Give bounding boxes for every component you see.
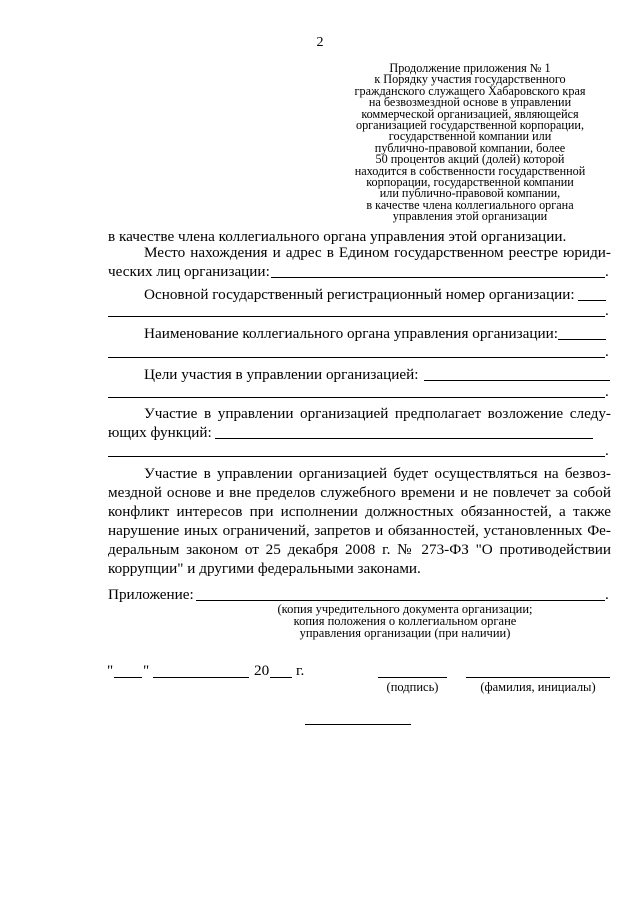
name-caption: (фамилия, инициалы) — [480, 680, 596, 694]
location-label-2: ческих лиц организации: — [108, 263, 270, 280]
paragraph-line: Участие в управлении организацией будет осуществляться на безвоз- — [144, 465, 611, 482]
functions-field-start[interactable] — [215, 438, 593, 439]
functions-label-2: ющих функций: — [108, 424, 212, 441]
name-field[interactable] — [466, 677, 610, 678]
header-line: или публично-правовой компании, — [379, 186, 561, 201]
day-field[interactable] — [114, 677, 142, 678]
header-line: корпорации, государственной компании — [366, 175, 574, 190]
goals-label: Цели участия в управлении организацией: — [144, 366, 419, 383]
paragraph-line: деральным законом от 25 декабря 2008 г. № 273-ФЗ "О противодействии — [108, 541, 611, 558]
header-line: гражданского служащего Хабаровского края — [354, 83, 586, 98]
ogrn-label: Основной государственный регистрационный номер организации: — [144, 286, 575, 303]
location-label-1: Место нахождения и адрес в Едином государственном реестре юриди- — [144, 244, 611, 261]
goals-field[interactable] — [108, 397, 605, 398]
header-line: коммерческой организацией, являющейся — [361, 106, 579, 121]
page-number: 2 — [316, 35, 324, 50]
end-dot: . — [605, 442, 609, 459]
functions-label-1: Участие в управлении организацией предполагает возложение следу- — [144, 405, 611, 422]
ogrn-field-start[interactable] — [578, 300, 606, 301]
header-line: находится в собственности государственной — [354, 163, 586, 178]
closing-divider — [305, 724, 411, 725]
attachment-notes — [240, 603, 570, 640]
paragraph-line: коррупции" и другими федеральными законами. — [108, 560, 421, 577]
header-line: Продолжение приложения № 1 — [389, 61, 551, 75]
attachment-note-line: (копия учредительного документа организации; — [277, 602, 533, 616]
paragraph-line: мездной основе и вне пределов служебного времени и не повлечет за собой — [108, 484, 611, 501]
header-line: управления этой организации — [392, 209, 548, 224]
collegial-label: Наименование коллегиального органа управления организации: — [144, 325, 558, 342]
attachment-note-line: копия положения о коллегиальном органе — [293, 614, 517, 629]
year-suffix: г. — [296, 662, 305, 679]
functions-field[interactable] — [108, 456, 605, 457]
year-prefix: 20 — [254, 662, 270, 679]
signature-field[interactable] — [378, 677, 447, 678]
header-line: 50 процентов акций (долей) которой — [375, 152, 565, 167]
month-field[interactable] — [153, 677, 249, 678]
attachment-label: Приложение: — [108, 586, 194, 603]
collegial-field-start[interactable] — [558, 339, 606, 340]
header-line: организацией государственной корпорации, — [355, 118, 584, 133]
attachment-note-line: управления организации (при наличии) — [299, 626, 511, 641]
collegial-field[interactable] — [108, 357, 605, 358]
goals-field-start[interactable] — [424, 380, 610, 381]
header-line: на безвозмездной основе в управлении — [368, 95, 572, 110]
date-quote-open: " — [107, 662, 114, 679]
intro-text: в качестве члена коллегиального органа управления этой организации. — [108, 228, 567, 245]
signature-caption: (подпись) — [386, 680, 439, 694]
end-dot: . — [605, 586, 609, 603]
appendix-header — [330, 63, 610, 223]
header-line: к Порядку участия государственного — [374, 72, 566, 87]
header-line: государственной компании или — [388, 129, 552, 144]
paragraph-line: конфликт интересов при исполнении должностных обязанностей, а также — [108, 503, 611, 520]
paragraph-line: нарушение иных ограничений, запретов и обязанностей, установленных Фе- — [108, 522, 611, 539]
end-dot: . — [605, 343, 609, 360]
location-field[interactable] — [271, 277, 605, 278]
end-dot: . — [605, 383, 609, 400]
ogrn-field[interactable] — [108, 316, 605, 317]
header-line: публично-правовой компании, более — [374, 140, 566, 155]
attachment-field[interactable] — [196, 600, 605, 601]
year-field[interactable] — [270, 677, 292, 678]
date-quote-close: " — [143, 662, 150, 679]
header-line: в качестве члена коллегиального органа — [366, 197, 574, 212]
end-dot: . — [605, 263, 609, 280]
end-dot: . — [605, 302, 609, 319]
